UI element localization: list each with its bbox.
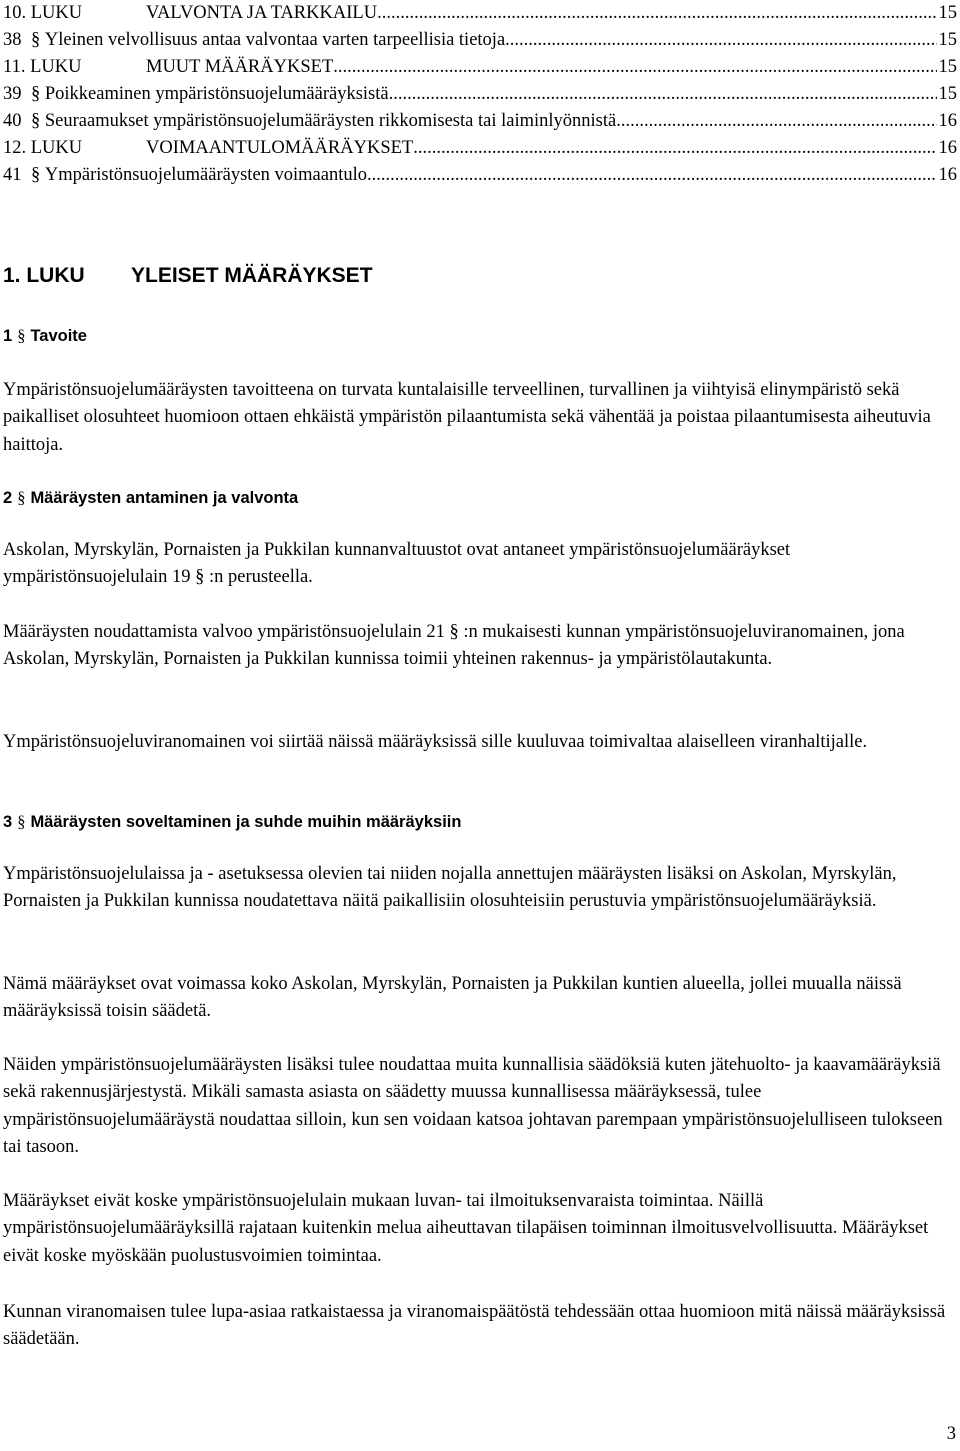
toc-entry-section-39[interactable] bbox=[3, 81, 957, 108]
toc-entry-number: 40 bbox=[3, 111, 22, 131]
toc-entry-page: 15 bbox=[938, 3, 957, 23]
toc-entry-number: 12. LUKU bbox=[3, 138, 83, 158]
toc-dot-leader bbox=[505, 27, 936, 54]
toc-dot-leader bbox=[413, 135, 936, 162]
toc-dot-leader bbox=[616, 108, 936, 135]
toc-entry-number: 10. LUKU bbox=[3, 3, 83, 23]
toc-entry-section-40[interactable] bbox=[3, 108, 957, 135]
toc-entry-page: 16 bbox=[938, 111, 957, 131]
toc-entry-title: Yleinen velvollisuus antaa valvontaa varten tarpeellisia tietoja bbox=[44, 30, 506, 50]
toc-entry-title: Ympäristönsuojelumääräysten voimaantulo bbox=[44, 165, 368, 185]
section-title: Määräysten soveltaminen ja suhde muihin määräyksiin bbox=[30, 813, 462, 831]
toc-dot-leader bbox=[377, 0, 936, 27]
section-title: Määräysten antaminen ja valvonta bbox=[30, 489, 299, 507]
toc-dot-leader bbox=[389, 81, 937, 108]
toc-entry-title: Seuraamukset ympäristönsuojelumääräysten rikkomisesta tai laiminlyönnistä bbox=[44, 111, 617, 131]
section-sign: § bbox=[31, 165, 41, 185]
toc-entry-number: 41 bbox=[3, 165, 22, 185]
toc-entry-title: VALVONTA JA TARKKAILU bbox=[146, 3, 378, 23]
toc-entry-section-41[interactable] bbox=[3, 162, 957, 189]
toc-entry-title: VOIMAANTULOMÄÄRÄYKSET bbox=[146, 138, 414, 158]
section-number: 3 bbox=[3, 813, 13, 831]
paragraph: Määräysten noudattamista valvoo ympäristönsuojelulain 21 § :n mukaisesti kunnan ympäristönsuojeluviranomainen, jona Askolan, Myrskylän, Pornaisten ja Pukkilan kunnissa toimii yhteinen rakennus- ja ympäristölautakunta. bbox=[3, 622, 905, 670]
paragraph: Askolan, Myrskylän, Pornaisten ja Pukkilan kunnanvaltuustot ovat antaneet ympäristönsuojelumääräykset ympäristönsuojelulain 19 § :n perusteella. bbox=[3, 540, 791, 588]
section-title: Tavoite bbox=[30, 327, 87, 345]
toc-entry-page: 15 bbox=[938, 30, 957, 50]
section-sign: § bbox=[17, 488, 26, 507]
chapter-title: YLEISET MÄÄRÄYKSET bbox=[131, 264, 373, 287]
paragraph: Nämä määräykset ovat voimassa koko Askolan, Myrskylän, Pornaisten ja Pukkilan kuntien alueella, jollei muualla näissä määräyksissä toisin säädetä. bbox=[3, 974, 902, 1022]
toc-entry-section-38[interactable] bbox=[3, 27, 957, 54]
toc-entry-chapter-11[interactable] bbox=[3, 54, 957, 81]
toc-entry-page: 15 bbox=[938, 57, 957, 77]
section-number: 2 bbox=[3, 489, 13, 507]
table-of-contents bbox=[3, 0, 957, 189]
paragraph: Näiden ympäristönsuojelumääräysten lisäksi tulee noudattaa muita kunnallisia säädöksiä kuten jätehuolto- ja kaavamääräyksiä sekä rakennusjärjestystä. Mikäli samasta asiasta on säädetty muussa kunnallisessa määräyksessä, tulee ympäristönsuojelumääräystä noudattaa silloin, kun sen voidaan katsoa johtavan parempaan ympäristönsuojelulliseen tulokseen tai tasoon. bbox=[3, 1055, 943, 1157]
section-sign: § bbox=[31, 111, 41, 131]
toc-entry-chapter-12[interactable] bbox=[3, 135, 957, 162]
toc-entry-number: 11. LUKU bbox=[3, 57, 82, 77]
toc-entry-chapter-10[interactable] bbox=[3, 0, 957, 27]
section-heading-1 bbox=[3, 326, 87, 346]
paragraph: Ympäristönsuojelumääräysten tavoitteena on turvata kuntalaisille terveellinen, turvallinen ja viihtyisä elinympäristö sekä paikalliset olosuhteet huomioon ottaen ehkäistä ympäristön pilaantumista sekä vähentää ja poistaa pilaantumisesta aiheutuvia haittoja. bbox=[3, 380, 931, 455]
section-sign: § bbox=[17, 812, 26, 831]
toc-entry-number: 38 bbox=[3, 30, 22, 50]
toc-entry-page: 16 bbox=[938, 138, 957, 158]
toc-entry-title: MUUT MÄÄRÄYKSET bbox=[146, 57, 334, 77]
section-sign: § bbox=[31, 30, 41, 50]
section-sign: § bbox=[17, 326, 26, 345]
chapter-number: 1. LUKU bbox=[3, 264, 85, 287]
section-heading-3 bbox=[3, 812, 461, 832]
page-number: 3 bbox=[946, 1424, 956, 1444]
paragraph: Määräykset eivät koske ympäristönsuojelulain mukaan luvan- tai ilmoituksenvaraista toimintaa. Näillä ympäristönsuojelumääräyksillä rajataan kuitenkin melua aiheuttavan tilapäisen toiminnan ilmoitusvelvollisuutta. Määräykset eivät koske myöskään puolustusvoimien toimintaa. bbox=[3, 1191, 929, 1266]
paragraph: Ympäristönsuojelulaissa ja - asetuksessa olevien tai niiden nojalla annettujen määräysten lisäksi on Askolan, Myrskylän, Pornaisten ja Pukkilan kunnissa noudatettava näitä paikallisiin olosuhteisiin perustuvia ympäristönsuojelumääräyksiä. bbox=[3, 864, 897, 912]
toc-entry-page: 15 bbox=[938, 84, 957, 104]
paragraph: Kunnan viranomaisen tulee lupa-asiaa ratkaistaessa ja viranomaispäätöstä tehdessään ottaa huomioon mitä näissä määräyksissä säädetään. bbox=[3, 1302, 946, 1350]
toc-dot-leader bbox=[367, 162, 936, 189]
section-sign: § bbox=[31, 84, 41, 104]
section-heading-2 bbox=[3, 488, 298, 508]
toc-entry-title: Poikkeaminen ympäristönsuojelumääräyksistä bbox=[44, 84, 389, 104]
chapter-heading bbox=[3, 264, 373, 288]
toc-entry-page: 16 bbox=[938, 165, 957, 185]
paragraph: Ympäristönsuojeluviranomainen voi siirtää näissä määräyksissä sille kuuluvaa toimivaltaa alaiselleen viranhaltijalle. bbox=[3, 732, 868, 752]
section-number: 1 bbox=[3, 327, 13, 345]
toc-dot-leader bbox=[333, 54, 936, 81]
toc-entry-number: 39 bbox=[3, 84, 22, 104]
